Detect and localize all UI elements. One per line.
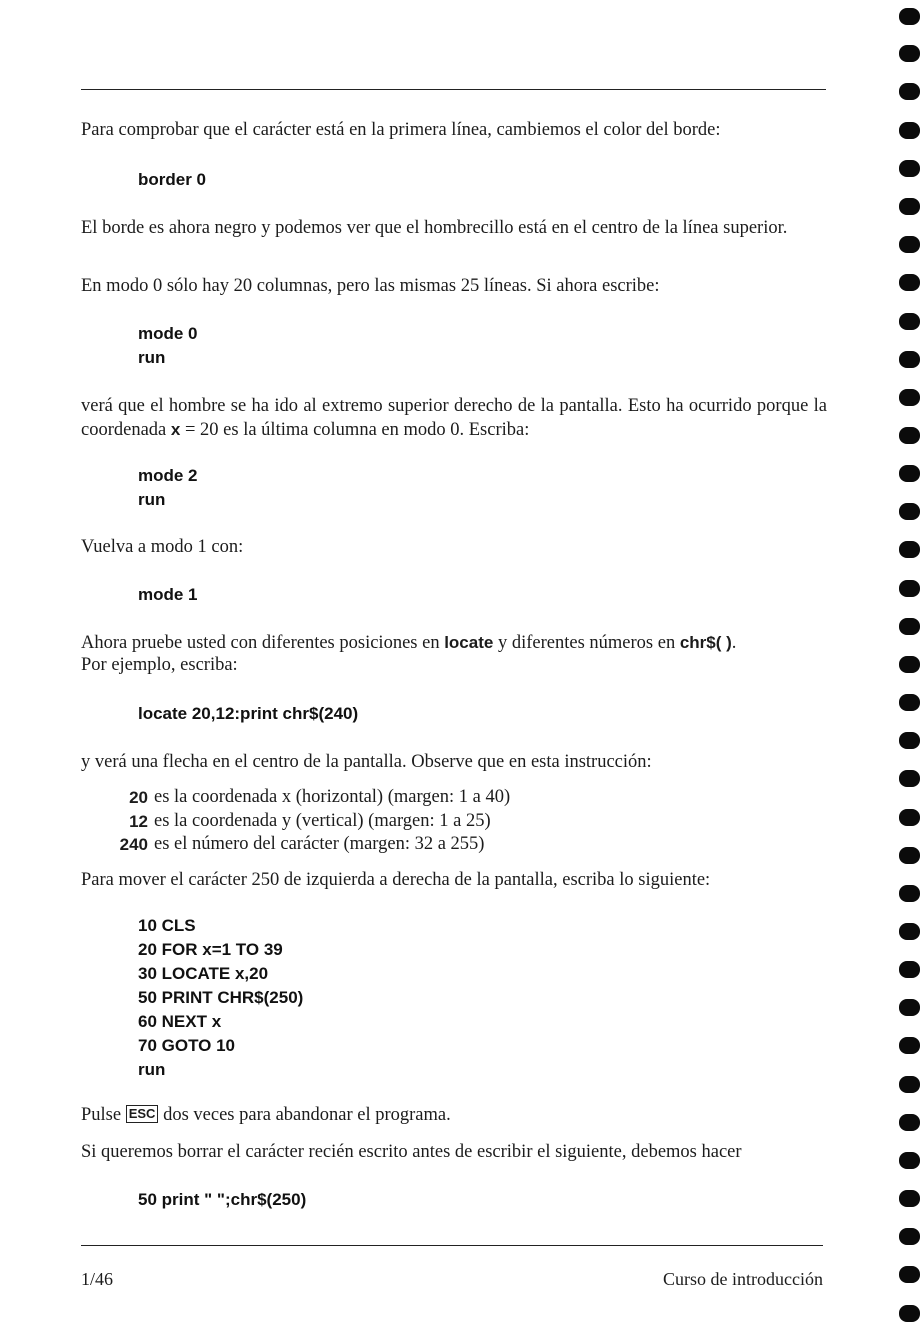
binding-hole bbox=[899, 541, 920, 558]
range-row bbox=[81, 786, 681, 810]
binding-hole bbox=[899, 847, 920, 864]
binding-hole bbox=[899, 8, 920, 25]
binding-holes bbox=[899, 0, 924, 1334]
binding-hole bbox=[899, 809, 920, 826]
range-number: 20 bbox=[129, 788, 148, 807]
range-text: es la coordenada x (horizontal) (margen: 1 a 40) bbox=[154, 787, 511, 807]
code-program bbox=[138, 914, 303, 1082]
range-text: es el número del carácter (margen: 32 a 255) bbox=[154, 834, 485, 854]
paragraph-try-locate-2: Por ejemplo, escriba: bbox=[81, 655, 238, 675]
binding-hole bbox=[899, 427, 920, 444]
binding-hole bbox=[899, 45, 920, 62]
code-print-space bbox=[138, 1188, 306, 1212]
code-mode2 bbox=[138, 464, 198, 512]
paragraph-arrow: y verá una flecha en el centro de la pantalla. Observe que en esta instrucción: bbox=[81, 752, 652, 772]
binding-hole bbox=[899, 1114, 920, 1131]
binding-hole bbox=[899, 1305, 920, 1322]
code-locate bbox=[138, 702, 358, 726]
header-rule bbox=[81, 89, 826, 90]
binding-hole bbox=[899, 1266, 920, 1283]
binding-hole bbox=[899, 885, 920, 902]
binding-hole bbox=[899, 503, 920, 520]
range-row bbox=[81, 810, 681, 834]
range-number: 12 bbox=[129, 811, 148, 831]
text-span: dos veces para abandonar el programa. bbox=[158, 1105, 451, 1125]
paragraph-mode0-intro: En modo 0 sólo hay 20 columnas, pero las mismas 25 líneas. Si ahora escribe: bbox=[81, 276, 660, 296]
code-border bbox=[138, 168, 206, 192]
range-text: es la coordenada y (vertical) (margen: 1 a 25) bbox=[154, 810, 491, 831]
paragraph-erase: Si queremos borrar el carácter recién escrito antes de escribir el siguiente, debemos hacer bbox=[81, 1142, 742, 1162]
binding-hole bbox=[899, 1076, 920, 1093]
text-span: = 20 es la última columna en modo 0. Escriba: bbox=[180, 420, 530, 440]
code-line: run bbox=[138, 490, 166, 509]
code-line: locate 20,12:print chr$(240) bbox=[138, 704, 359, 723]
range-number: 240 bbox=[119, 835, 148, 854]
binding-hole bbox=[899, 694, 920, 711]
binding-hole bbox=[899, 961, 920, 978]
binding-hole bbox=[899, 923, 920, 940]
code-line: 50 PRINT CHR$(250) bbox=[138, 988, 304, 1007]
text-span: Pulse bbox=[81, 1105, 126, 1125]
binding-hole bbox=[899, 83, 920, 100]
text-span: y diferentes números en bbox=[493, 633, 680, 653]
keyword-locate: locate bbox=[444, 633, 494, 652]
keyword-x: x bbox=[170, 420, 181, 439]
range-row bbox=[81, 833, 681, 857]
text-span: verá que el hombre se ha ido al extremo superior derecho de la pantalla. Esto ha ocurrido porque la coordenada bbox=[81, 396, 827, 440]
code-line: mode 2 bbox=[138, 466, 198, 485]
paragraph-man-moved bbox=[81, 395, 827, 442]
binding-hole bbox=[899, 732, 920, 749]
code-line: 70 GOTO 10 bbox=[138, 1036, 236, 1055]
binding-hole bbox=[899, 236, 920, 253]
paragraph-border-black: El borde es ahora negro y podemos ver que el hombrecillo está en el centro de la línea superior. bbox=[81, 218, 788, 238]
code-line: 50 print " ";chr$(250) bbox=[138, 1190, 307, 1209]
binding-hole bbox=[899, 656, 920, 673]
page-number: 1/46 bbox=[81, 1269, 114, 1289]
text-span: . bbox=[731, 633, 737, 653]
binding-hole bbox=[899, 770, 920, 787]
paragraph-esc bbox=[81, 1104, 827, 1127]
section-title: Curso de introducción bbox=[663, 1269, 823, 1289]
code-mode0 bbox=[138, 322, 198, 370]
paragraph-mode1-intro: Vuelva a modo 1 con: bbox=[81, 537, 244, 557]
text-span: Ahora pruebe usted con diferentes posiciones en bbox=[81, 633, 445, 653]
footer-rule bbox=[81, 1245, 823, 1246]
paragraph-move-char: Para mover el carácter 250 de izquierda a derecha de la pantalla, escriba lo siguiente: bbox=[81, 870, 711, 890]
code-line: mode 0 bbox=[138, 324, 198, 343]
binding-hole bbox=[899, 580, 920, 597]
coordinate-ranges bbox=[81, 786, 681, 857]
code-line: run bbox=[138, 1060, 166, 1079]
code-line: run bbox=[138, 348, 166, 367]
binding-hole bbox=[899, 465, 920, 482]
binding-hole bbox=[899, 1152, 920, 1169]
binding-hole bbox=[899, 1037, 920, 1054]
binding-hole bbox=[899, 274, 920, 291]
binding-hole bbox=[899, 351, 920, 368]
code-line: border 0 bbox=[138, 170, 207, 189]
code-line: 20 FOR x=1 TO 39 bbox=[138, 940, 283, 959]
paragraph-border-intro: Para comprobar que el carácter está en la primera línea, cambiemos el color del borde: bbox=[81, 120, 721, 140]
binding-hole bbox=[899, 618, 920, 635]
code-line: 60 NEXT x bbox=[138, 1012, 222, 1031]
paragraph-try-locate bbox=[81, 631, 827, 655]
code-line: 10 CLS bbox=[138, 916, 196, 935]
esc-key: ESC bbox=[126, 1105, 159, 1123]
code-mode1 bbox=[138, 583, 198, 607]
keyword-chr: chr$( ) bbox=[679, 633, 732, 652]
binding-hole bbox=[899, 160, 920, 177]
binding-hole bbox=[899, 122, 920, 139]
binding-hole bbox=[899, 313, 920, 330]
code-line: 30 LOCATE x,20 bbox=[138, 964, 269, 983]
binding-hole bbox=[899, 1228, 920, 1245]
binding-hole bbox=[899, 999, 920, 1016]
code-line: mode 1 bbox=[138, 585, 198, 604]
binding-hole bbox=[899, 389, 920, 406]
binding-hole bbox=[899, 198, 920, 215]
binding-hole bbox=[899, 1190, 920, 1207]
